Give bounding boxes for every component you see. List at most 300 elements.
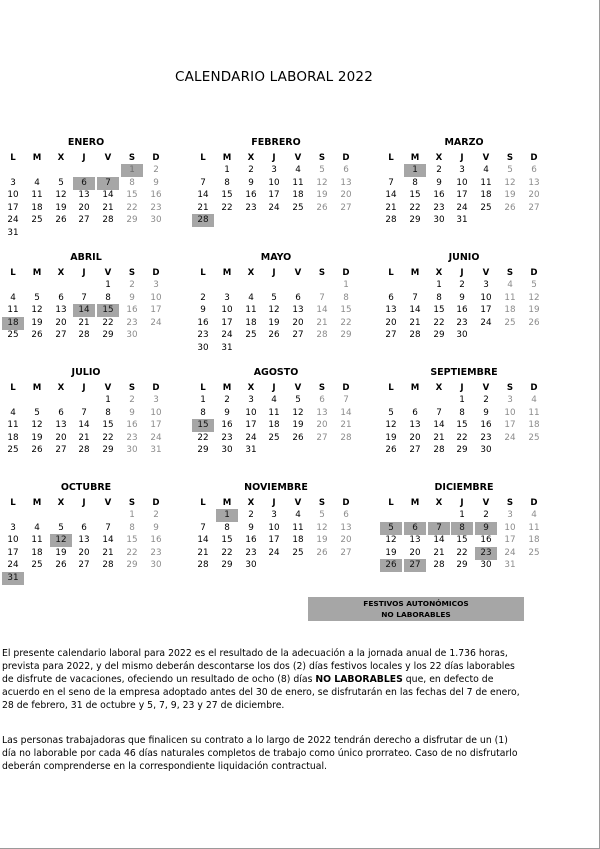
day-cell: 14 xyxy=(409,305,421,316)
weekday-header: D xyxy=(530,268,538,278)
paragraph-1-text-end: que, en defecto de acuerdo en el seno de la empresa adoptado antes del 30 de enero, se disfrutarán en las fechas del 7 de enero, 28 de febrero, 31 de octubre y 5, 7, 9, 23 y 27 de diciembre. xyxy=(2,674,520,711)
day-cell: 1 xyxy=(459,395,465,405)
day-cell: 17 xyxy=(480,305,492,316)
weekday-header: D xyxy=(530,153,538,163)
week-row xyxy=(2,279,170,292)
day-cell: 24 xyxy=(504,432,516,443)
week-row xyxy=(192,522,360,535)
day-cell: 5 xyxy=(295,395,301,405)
weekday-header: S xyxy=(128,383,136,393)
day-cell: 24 xyxy=(221,330,233,341)
day-cell: 5 xyxy=(271,292,277,303)
day-cell: 6 xyxy=(58,292,64,303)
day-cell: 17 xyxy=(7,547,19,558)
weekday-header: D xyxy=(152,383,160,393)
day-cell: 27 xyxy=(55,445,67,456)
day-cell: 8 xyxy=(129,177,135,188)
day-cell: 12 xyxy=(31,420,43,431)
week-row xyxy=(380,559,548,572)
day-cell: 26 xyxy=(55,215,67,226)
day-cell: 30 xyxy=(197,343,209,353)
day-cell: 3 xyxy=(271,165,277,175)
day-cell: 9 xyxy=(224,407,230,418)
day-cell: 16 xyxy=(480,420,492,431)
day-cell: 28 xyxy=(385,215,397,226)
weekday-header: J xyxy=(460,498,464,508)
day-cell: 25 xyxy=(480,202,492,213)
day-cell: 2 xyxy=(248,510,254,520)
day-cell: 18 xyxy=(268,420,280,431)
day-cell: 5 xyxy=(34,407,40,418)
weekday-header: L xyxy=(388,153,394,163)
day-cell: 10 xyxy=(245,407,257,418)
day-cell: 7 xyxy=(200,177,206,188)
day-cell: 18 xyxy=(480,190,492,201)
day-cell: 9 xyxy=(248,177,254,188)
day-cell: 26 xyxy=(268,330,280,341)
weekday-header: D xyxy=(342,153,350,163)
holiday-day-cell: 1 xyxy=(121,164,143,177)
day-cell: 2 xyxy=(459,280,465,290)
day-cell: 27 xyxy=(340,547,352,558)
month-name: FEBRERO xyxy=(251,137,301,148)
day-cell: 6 xyxy=(343,510,349,520)
weekday-header: J xyxy=(460,383,464,393)
day-cell: 29 xyxy=(126,215,138,226)
week-row xyxy=(380,522,548,535)
holiday-day-cell: 5 xyxy=(380,522,402,535)
week-row xyxy=(2,432,170,445)
day-cell: 12 xyxy=(292,407,304,418)
day-cell: 24 xyxy=(480,317,492,328)
day-cell: 7 xyxy=(200,522,206,533)
week-row xyxy=(192,189,360,202)
holiday-day-cell: 6 xyxy=(404,522,426,535)
week-row xyxy=(192,547,360,560)
week-row xyxy=(2,329,170,342)
day-cell: 20 xyxy=(528,190,540,201)
day-cell: 19 xyxy=(316,535,328,546)
day-cell: 8 xyxy=(343,292,349,303)
paragraph-2: Las personas trabajadoras que finalicen su contrato a lo largo de 2022 tendrán derecho a disfrutar de un (1) día no laborable por cada 46 días naturales completos de trabajo como único prorrateo. Caso de no disfrutarlo deberán comprenderse en la correspondiente liquidación contractual. xyxy=(2,735,518,772)
weekday-header: M xyxy=(32,498,42,508)
day-cell: 1 xyxy=(129,510,135,520)
day-cell: 17 xyxy=(456,190,468,201)
month-name: MARZO xyxy=(444,137,484,148)
holiday-day-cell: 27 xyxy=(404,559,426,572)
day-cell: 16 xyxy=(197,317,209,328)
weekday-header: D xyxy=(342,383,350,393)
day-cell: 23 xyxy=(126,317,138,328)
holiday-day-cell: 15 xyxy=(97,304,119,317)
day-cell: 17 xyxy=(221,317,233,328)
week-row xyxy=(2,407,170,420)
day-cell: 4 xyxy=(531,510,537,520)
week-row xyxy=(380,279,548,292)
day-cell: 27 xyxy=(78,215,90,226)
week-row xyxy=(380,214,548,227)
day-cell: 24 xyxy=(7,215,19,226)
weekday-header: J xyxy=(272,268,276,278)
day-cell: 2 xyxy=(248,165,254,175)
day-cell: 15 xyxy=(456,420,468,431)
day-cell: 7 xyxy=(412,292,418,303)
day-cell: 15 xyxy=(340,305,352,316)
day-cell: 11 xyxy=(528,522,540,533)
week-row xyxy=(192,394,360,407)
weekday-header: M xyxy=(32,383,42,393)
week-row xyxy=(192,444,360,457)
day-cell: 7 xyxy=(388,177,394,188)
weekday-header: V xyxy=(294,268,302,278)
day-cell: 21 xyxy=(102,547,114,558)
day-cell: 12 xyxy=(385,420,397,431)
day-cell: 23 xyxy=(245,547,257,558)
day-cell: 12 xyxy=(316,177,328,188)
weekday-header: M xyxy=(410,153,420,163)
holiday-day-cell: 6 xyxy=(73,177,95,190)
day-cell: 13 xyxy=(292,305,304,316)
week-row xyxy=(2,547,170,560)
weekday-header: L xyxy=(388,498,394,508)
day-cell: 13 xyxy=(409,420,421,431)
day-cell: 16 xyxy=(150,535,162,546)
day-cell: 10 xyxy=(456,177,468,188)
day-cell: 26 xyxy=(504,202,516,213)
day-cell: 6 xyxy=(343,165,349,175)
weekday-header: J xyxy=(272,498,276,508)
holiday-day-cell: 1 xyxy=(216,509,238,522)
day-cell: 6 xyxy=(388,292,394,303)
day-cell: 1 xyxy=(200,395,206,405)
day-cell: 23 xyxy=(433,202,445,213)
day-cell: 28 xyxy=(433,560,445,571)
day-cell: 12 xyxy=(55,190,67,201)
day-cell: 19 xyxy=(504,190,516,201)
week-row xyxy=(2,509,170,522)
week-row xyxy=(380,164,548,177)
day-cell: 21 xyxy=(385,202,397,213)
weekday-header: X xyxy=(57,383,65,393)
day-cell: 30 xyxy=(480,445,492,456)
day-cell: 8 xyxy=(436,292,442,303)
week-row xyxy=(2,292,170,305)
weekday-header: X xyxy=(247,268,255,278)
day-cell: 9 xyxy=(248,522,254,533)
week-row xyxy=(192,164,360,177)
day-cell: 21 xyxy=(197,547,209,558)
day-cell: 4 xyxy=(34,522,40,533)
day-cell: 3 xyxy=(507,510,513,520)
day-cell: 10 xyxy=(480,292,492,303)
day-cell: 6 xyxy=(81,522,87,533)
day-cell: 2 xyxy=(483,510,489,520)
day-cell: 17 xyxy=(245,420,257,431)
day-cell: 6 xyxy=(295,292,301,303)
day-cell: 18 xyxy=(31,202,43,213)
day-cell: 19 xyxy=(292,420,304,431)
week-row xyxy=(380,189,548,202)
week-row xyxy=(2,214,170,227)
day-cell: 10 xyxy=(504,522,516,533)
day-cell: 7 xyxy=(105,522,111,533)
day-cell: 10 xyxy=(7,535,19,546)
day-cell: 23 xyxy=(456,317,468,328)
day-cell: 16 xyxy=(456,305,468,316)
weekday-header: X xyxy=(435,268,443,278)
day-cell: 20 xyxy=(340,190,352,201)
weekday-header: V xyxy=(482,268,490,278)
day-cell: 31 xyxy=(504,560,516,571)
day-cell: 28 xyxy=(340,432,352,443)
day-cell: 26 xyxy=(55,560,67,571)
day-cell: 10 xyxy=(504,407,516,418)
weekday-header: M xyxy=(222,383,232,393)
day-cell: 22 xyxy=(102,317,114,328)
week-row xyxy=(2,177,170,190)
weekday-header: S xyxy=(506,383,514,393)
weekday-header: J xyxy=(272,383,276,393)
day-cell: 15 xyxy=(102,420,114,431)
weekday-header: X xyxy=(57,153,65,163)
day-cell: 10 xyxy=(7,190,19,201)
day-cell: 16 xyxy=(480,535,492,546)
day-cell: 4 xyxy=(507,280,513,290)
day-cell: 15 xyxy=(221,535,233,546)
day-cell: 2 xyxy=(153,510,159,520)
day-cell: 25 xyxy=(31,215,43,226)
day-cell: 18 xyxy=(292,535,304,546)
day-cell: 19 xyxy=(31,317,43,328)
day-cell: 18 xyxy=(504,305,516,316)
day-cell: 13 xyxy=(55,420,67,431)
day-cell: 14 xyxy=(385,190,397,201)
month-name: JUNIO xyxy=(448,252,480,263)
day-cell: 27 xyxy=(385,330,397,341)
weekday-header: M xyxy=(410,268,420,278)
day-cell: 5 xyxy=(319,510,325,520)
day-cell: 25 xyxy=(268,432,280,443)
weekday-header: D xyxy=(530,498,538,508)
week-row xyxy=(380,547,548,560)
weekday-header: M xyxy=(222,153,232,163)
day-cell: 11 xyxy=(7,420,19,431)
day-cell: 3 xyxy=(483,280,489,290)
week-row xyxy=(192,304,360,317)
day-cell: 29 xyxy=(456,560,468,571)
day-cell: 18 xyxy=(7,432,19,443)
day-cell: 18 xyxy=(528,420,540,431)
day-cell: 12 xyxy=(268,305,280,316)
day-cell: 23 xyxy=(150,202,162,213)
day-cell: 12 xyxy=(316,522,328,533)
day-cell: 11 xyxy=(504,292,516,303)
holiday-day-cell: 28 xyxy=(192,214,214,227)
week-row xyxy=(380,432,548,445)
day-cell: 22 xyxy=(221,547,233,558)
day-cell: 14 xyxy=(433,535,445,546)
week-row xyxy=(192,509,360,522)
legend-line-1: FESTIVOS AUTONÓMICOS xyxy=(363,599,469,608)
week-row xyxy=(380,304,548,317)
day-cell: 30 xyxy=(480,560,492,571)
day-cell: 7 xyxy=(319,292,325,303)
day-cell: 22 xyxy=(433,317,445,328)
day-cell: 8 xyxy=(129,522,135,533)
day-cell: 10 xyxy=(268,177,280,188)
day-cell: 28 xyxy=(316,330,328,341)
day-cell: 29 xyxy=(197,445,209,456)
day-cell: 19 xyxy=(31,432,43,443)
day-cell: 8 xyxy=(224,177,230,188)
day-cell: 17 xyxy=(268,190,280,201)
day-cell: 24 xyxy=(245,432,257,443)
week-row xyxy=(2,419,170,432)
day-cell: 21 xyxy=(433,547,445,558)
day-cell: 29 xyxy=(221,560,233,571)
day-cell: 7 xyxy=(436,407,442,418)
weekday-header: V xyxy=(482,153,490,163)
weekday-header: S xyxy=(318,383,326,393)
day-cell: 16 xyxy=(245,190,257,201)
day-cell: 8 xyxy=(105,292,111,303)
day-cell: 20 xyxy=(409,432,421,443)
week-row xyxy=(192,202,360,215)
day-cell: 17 xyxy=(150,305,162,316)
weekday-header: M xyxy=(32,268,42,278)
weekday-header: X xyxy=(247,498,255,508)
day-cell: 29 xyxy=(102,330,114,341)
day-cell: 22 xyxy=(197,432,209,443)
day-cell: 11 xyxy=(292,177,304,188)
day-cell: 14 xyxy=(197,535,209,546)
weekday-header: X xyxy=(247,383,255,393)
day-cell: 4 xyxy=(295,165,301,175)
day-cell: 21 xyxy=(78,432,90,443)
day-cell: 4 xyxy=(248,292,254,303)
day-cell: 8 xyxy=(200,407,206,418)
day-cell: 26 xyxy=(31,330,43,341)
legend-box xyxy=(308,597,524,621)
day-cell: 1 xyxy=(343,280,349,290)
week-row xyxy=(192,342,360,355)
day-cell: 31 xyxy=(456,215,468,226)
weekday-header: D xyxy=(152,268,160,278)
week-row xyxy=(2,522,170,535)
holiday-day-cell: 9 xyxy=(475,522,497,535)
day-cell: 17 xyxy=(150,420,162,431)
day-cell: 28 xyxy=(78,445,90,456)
weekday-header: S xyxy=(128,498,136,508)
day-cell: 25 xyxy=(292,547,304,558)
holiday-day-cell: 1 xyxy=(404,164,426,177)
day-cell: 31 xyxy=(221,343,233,353)
month-name: AGOSTO xyxy=(253,367,299,378)
holiday-day-cell: 12 xyxy=(50,534,72,547)
day-cell: 7 xyxy=(343,395,349,405)
weekday-header: L xyxy=(10,268,16,278)
day-cell: 29 xyxy=(102,445,114,456)
day-cell: 14 xyxy=(316,305,328,316)
weekday-header: V xyxy=(104,153,112,163)
holiday-day-cell: 7 xyxy=(428,522,450,535)
day-cell: 21 xyxy=(78,317,90,328)
day-cell: 14 xyxy=(197,190,209,201)
day-cell: 22 xyxy=(340,317,352,328)
day-cell: 24 xyxy=(504,547,516,558)
day-cell: 3 xyxy=(271,510,277,520)
day-cell: 30 xyxy=(245,560,257,571)
weekday-header: L xyxy=(10,383,16,393)
month-name: DICIEMBRE xyxy=(434,482,494,493)
day-cell: 14 xyxy=(78,420,90,431)
day-cell: 4 xyxy=(531,395,537,405)
day-cell: 29 xyxy=(340,330,352,341)
weekday-header: S xyxy=(128,153,136,163)
week-row xyxy=(2,444,170,457)
day-cell: 30 xyxy=(221,445,233,456)
weekday-header: V xyxy=(104,383,112,393)
day-cell: 31 xyxy=(7,228,19,238)
day-cell: 29 xyxy=(126,560,138,571)
week-row xyxy=(380,329,548,342)
week-row xyxy=(192,407,360,420)
day-cell: 20 xyxy=(78,547,90,558)
day-cell: 16 xyxy=(150,190,162,201)
day-cell: 18 xyxy=(292,190,304,201)
day-cell: 23 xyxy=(197,330,209,341)
week-row xyxy=(2,164,170,177)
day-cell: 13 xyxy=(340,177,352,188)
day-cell: 17 xyxy=(268,535,280,546)
weekday-header: L xyxy=(200,498,206,508)
weekday-header: S xyxy=(506,268,514,278)
holiday-day-cell: 8 xyxy=(451,522,473,535)
week-row xyxy=(2,202,170,215)
day-cell: 11 xyxy=(528,407,540,418)
holiday-day-cell: 26 xyxy=(380,559,402,572)
day-cell: 14 xyxy=(433,420,445,431)
day-cell: 30 xyxy=(456,330,468,341)
weekday-header: V xyxy=(294,498,302,508)
week-row xyxy=(380,202,548,215)
holiday-day-cell: 18 xyxy=(2,317,24,330)
day-cell: 4 xyxy=(10,407,16,418)
weekday-header: M xyxy=(410,383,420,393)
day-cell: 13 xyxy=(78,190,90,201)
day-cell: 12 xyxy=(504,177,516,188)
paragraph-1 xyxy=(2,647,522,712)
day-cell: 20 xyxy=(55,317,67,328)
day-cell: 21 xyxy=(102,202,114,213)
day-cell: 23 xyxy=(221,432,233,443)
day-cell: 16 xyxy=(221,420,233,431)
day-cell: 7 xyxy=(81,407,87,418)
weekday-header: D xyxy=(342,268,350,278)
day-cell: 19 xyxy=(55,547,67,558)
day-cell: 20 xyxy=(385,317,397,328)
day-cell: 22 xyxy=(456,547,468,558)
day-cell: 15 xyxy=(433,305,445,316)
weekday-header: S xyxy=(318,268,326,278)
day-cell: 19 xyxy=(55,202,67,213)
day-cell: 24 xyxy=(150,317,162,328)
day-cell: 8 xyxy=(224,522,230,533)
day-cell: 17 xyxy=(504,420,516,431)
day-cell: 19 xyxy=(385,547,397,558)
holiday-day-cell: 14 xyxy=(73,304,95,317)
day-cell: 5 xyxy=(388,407,394,418)
